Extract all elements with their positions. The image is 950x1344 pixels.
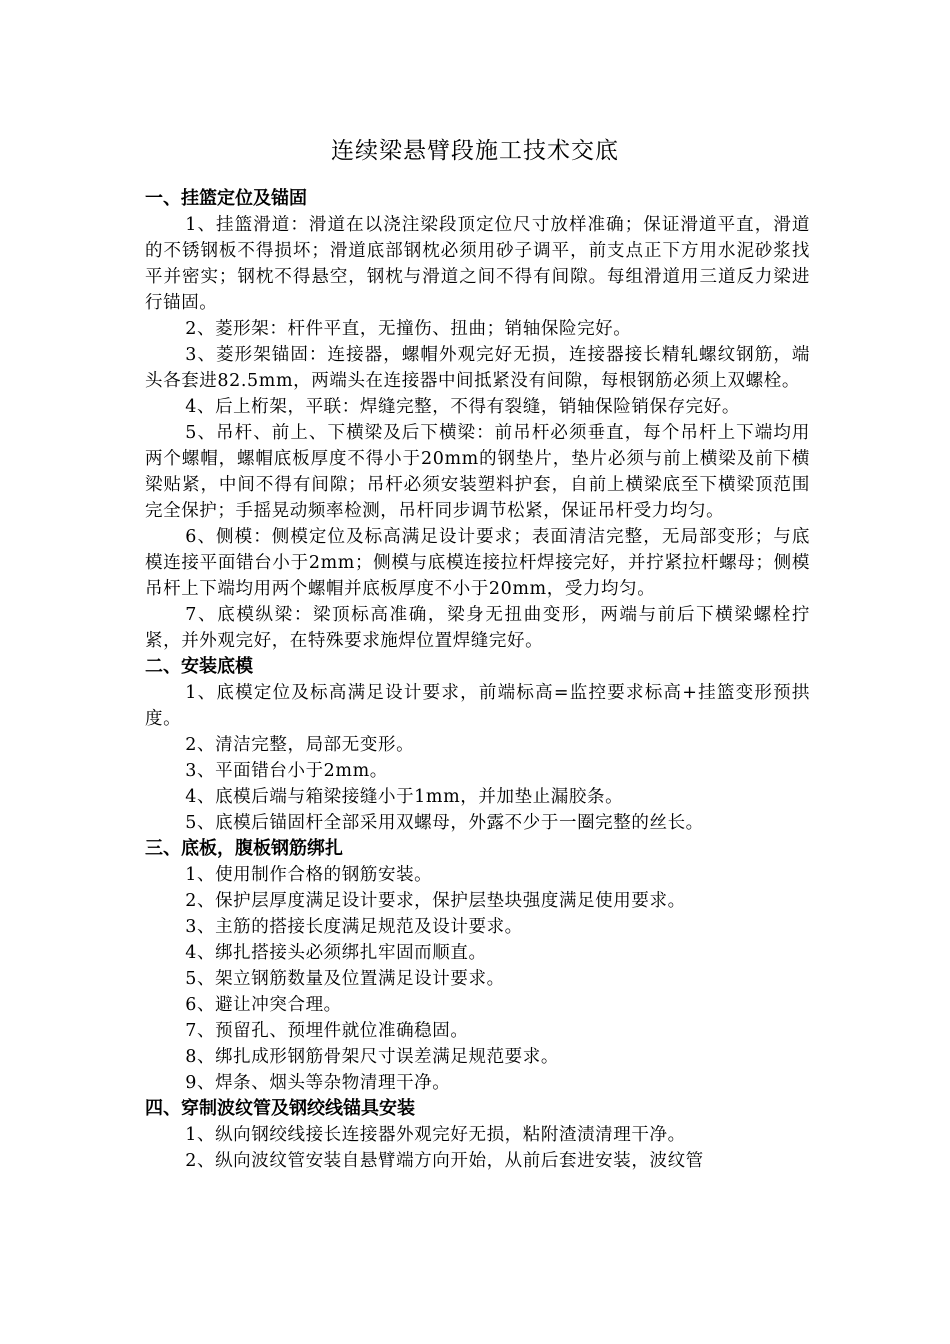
list-item: 1、使用制作合格的钢筋安装。: [185, 865, 433, 885]
list-item: 2、纵向波纹管安装自悬臂端方向开始，从前后套进安装，波纹管: [185, 1151, 704, 1171]
section-hanging-basket-positioning: [145, 186, 810, 654]
list-item: 3、平面错台小于2mm。: [185, 761, 388, 781]
list-item: 8、绑扎成形钢筋骨架尺寸误差满足规范要求。: [185, 1047, 559, 1067]
document-body: [145, 186, 810, 1174]
section-bottom-formwork: [145, 654, 810, 836]
list-item: 1、纵向钢绞线接长连接器外观完好无损，粘附渣渍清理干净。: [185, 1125, 686, 1145]
section-heading: 一、挂篮定位及锚固: [145, 188, 307, 209]
list-item: 2、清洁完整，局部无变形。: [185, 735, 415, 755]
list-item: 6、侧模：侧模定位及标高满足设计要求；表面清洁完整，无局部变形；与底模连接平面错台小于2mm；侧模与底模连接拉杆焊接完好，并拧紧拉杆螺母；侧模吊杆上下端均用两个螺帽并底板厚度不小于20mm，受力均匀。: [145, 527, 810, 599]
list-item: 5、架立钢筋数量及位置满足设计要求。: [185, 969, 505, 989]
document-title: 连续梁悬臂段施工技术交底: [331, 138, 619, 164]
list-item: 3、菱形架锚固：连接器，螺帽外观完好无损，连接器接长精轧螺纹钢筋，端头各套进82.5mm，两端头在连接器中间抵紧没有间隙，每根钢筋必须上双螺栓。: [145, 345, 810, 391]
list-item: 4、后上桁架，平联：焊缝完整，不得有裂缝，销轴保险销保存完好。: [185, 397, 740, 417]
list-item: 2、保护层厚度满足设计要求，保护层垫块强度满足使用要求。: [185, 891, 686, 911]
list-item: 7、底模纵梁：梁顶标高准确，梁身无扭曲变形，两端与前后下横梁螺栓拧紧，并外观完好，在特殊要求施焊位置焊缝完好。: [145, 605, 810, 651]
list-item: 5、底模后锚固杆全部采用双螺母，外露不少于一圈完整的丝长。: [185, 813, 704, 833]
list-item: 5、吊杆、前上、下横梁及后下横梁：前吊杆必须垂直，每个吊杆上下端均用两个螺帽，螺帽底板厚度不得小于20mm的钢垫片，垫片必须与前上横梁及前下横梁贴紧，中间不得有间隙；吊杆必须安装塑料护套，自前上横梁底至下横梁顶范围完全保护；手摇晃动频率检测，吊杆同步调节松紧，保证吊杆受力均匀。: [145, 423, 810, 521]
list-item: 4、绑扎搭接头必须绑扎牢固而顺直。: [185, 943, 487, 963]
list-item: 9、焊条、烟头等杂物清理干净。: [185, 1073, 451, 1093]
list-item: 4、底模后端与箱梁接缝小于1mm，并加垫止漏胶条。: [185, 787, 624, 807]
list-item: 1、挂篮滑道：滑道在以浇注梁段顶定位尺寸放样准确；保证滑道平直，滑道的不锈钢板不得损坏；滑道底部钢枕必须用砂子调平，前支点正下方用水泥砂浆找平并密实；钢枕不得悬空，钢枕与滑道之间不得有间隙。每组滑道用三道反力梁进行锚固。: [145, 215, 810, 313]
list-item: 7、预留孔、预埋件就位准确稳固。: [185, 1021, 469, 1041]
list-item: 1、底模定位及标高满足设计要求，前端标高=监控要求标高+挂篮变形预拱度。: [145, 683, 810, 729]
list-item: 2、菱形架：杆件平直，无撞伤、扭曲；销轴保险完好。: [185, 319, 632, 339]
section-duct-and-strand-installation: [145, 1096, 810, 1174]
section-rebar-binding: [145, 836, 810, 1096]
section-heading: 二、安装底模: [145, 656, 253, 677]
section-heading: 四、穿制波纹管及钢绞线锚具安装: [145, 1098, 415, 1119]
section-heading: 三、底板，腹板钢筋绑扎: [145, 838, 343, 859]
list-item: 6、避让冲突合理。: [185, 995, 342, 1015]
list-item: 3、主筋的搭接长度满足规范及设计要求。: [185, 917, 523, 937]
